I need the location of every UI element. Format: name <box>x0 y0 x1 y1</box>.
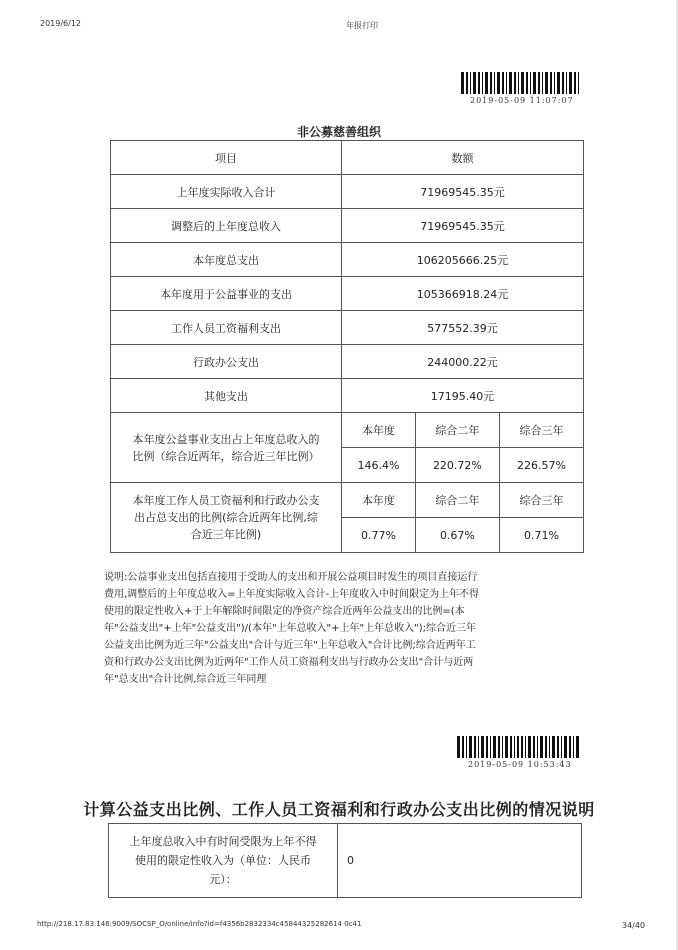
barcode-bar <box>466 736 467 758</box>
row-value: 577552.39元 <box>342 311 584 345</box>
print-date: 2019/6/12 <box>40 19 82 28</box>
barcode-bar <box>457 736 460 758</box>
barcode-bar <box>533 736 535 758</box>
barcode-bar <box>478 736 479 758</box>
table-row <box>109 824 582 898</box>
col-header-current-year: 本年度 <box>342 483 416 518</box>
row-value: 71969545.35元 <box>342 209 584 243</box>
row-value: 106205666.25元 <box>342 243 584 277</box>
table-row <box>111 379 584 413</box>
barcode-bar <box>509 72 512 94</box>
barcode-bar <box>514 72 516 94</box>
barcode-bar <box>542 72 543 94</box>
ratio-label-staff-admin <box>111 483 342 553</box>
barcode-bar <box>569 72 572 94</box>
barcode-bar <box>562 72 564 94</box>
barcode-bar <box>482 72 483 94</box>
row-label: 其他支出 <box>111 379 342 413</box>
barcode-bar <box>578 72 579 94</box>
barcode-bar <box>538 72 540 94</box>
barcode-bar <box>521 72 524 94</box>
restricted-income-table <box>108 823 582 898</box>
col-header-three-year: 综合三年 <box>499 413 583 448</box>
barcode-bar <box>574 72 576 94</box>
row-value: 105366918.24元 <box>342 277 584 311</box>
barcode-bar <box>533 72 536 94</box>
barcode-bar <box>554 72 555 94</box>
ratio-value-current-year: 0.77% <box>342 518 416 553</box>
barcode-bar <box>561 736 562 758</box>
note-line: 使用的限定性收入+于上年解除时间限定的净资产综合近两年公益支出的比例=(本 <box>104 606 465 617</box>
barcode-bar <box>526 72 528 94</box>
section-title: 非公募慈善组织 <box>296 125 381 139</box>
row-value: 17195.40元 <box>342 379 584 413</box>
barcode-bar <box>552 736 555 758</box>
barcode-bar <box>461 72 464 94</box>
explanation-note <box>104 569 592 688</box>
barcode-bar <box>550 72 552 94</box>
barcode-bar <box>545 72 548 94</box>
ratio-header-row <box>111 413 584 448</box>
barcode-bar <box>498 736 500 758</box>
note-line: 资和行政办公支出比例为近两年"工作人员工资福利支出与行政办公支出"合计与近两 <box>104 657 474 668</box>
row-value: 71969545.35元 <box>342 175 584 209</box>
barcode-top <box>461 72 581 94</box>
barcode-bar <box>545 736 547 758</box>
barcode-bar <box>576 736 579 758</box>
ratio-label-line: 本年度工作人员工资福利和行政办公支 <box>132 494 320 507</box>
barcode-bar <box>466 72 468 94</box>
ratio-label-line: 本年度公益事业支出占上年度总收入的 <box>132 432 320 446</box>
ratio-value-two-year: 0.67% <box>415 518 499 553</box>
ratio-header-row <box>111 483 584 518</box>
barcode-bottom-timestamp: 2019-05-09 10:53:43 <box>468 760 572 769</box>
explanation-heading: 计算公益支出比例、工作人员工资福利和行政办公支出比例的情况说明 <box>83 800 595 819</box>
barcode-bar <box>510 736 512 758</box>
print-title: 年报打印 <box>346 21 378 30</box>
table-row <box>111 175 584 209</box>
table-row <box>111 345 584 379</box>
barcode-bar <box>502 72 504 94</box>
barcode-top-timestamp: 2019-05-09 11:07:07 <box>470 96 574 105</box>
ratio-label-line: 出占总支出的比例(综合近两年比例,综 <box>134 511 318 524</box>
barcode-bar <box>530 72 531 94</box>
barcode-bar <box>549 736 550 758</box>
barcode-bar <box>569 736 571 758</box>
col-header-current-year: 本年度 <box>342 413 416 448</box>
barcode-bar <box>514 736 515 758</box>
row-label: 本年度总支出 <box>111 243 342 277</box>
ratio-value-current-year: 146.4% <box>342 448 416 483</box>
ratio-label-line: 合近三年比例) <box>190 528 262 541</box>
row-label: 工作人员工资福利支出 <box>111 311 342 345</box>
row-label: 调整后的上年度总收入 <box>111 209 342 243</box>
note-line: 年"总支出"合计比例,综合近三年同理 <box>104 674 267 685</box>
barcode-bar <box>469 736 472 758</box>
restricted-income-value: 0 <box>338 824 582 898</box>
ratio-value-two-year: 220.72% <box>415 448 499 483</box>
label-line: 使用的限定性收入为（单位：人民币 <box>135 854 311 867</box>
note-line: 说明:公益事业支出包括直接用于受助人的支出和开展公益项目时发生的项目直接运行 <box>104 572 478 583</box>
barcode-bar <box>494 72 495 94</box>
row-label: 行政办公支出 <box>111 345 342 379</box>
barcode-bar <box>493 736 496 758</box>
barcode-bar <box>525 736 526 758</box>
barcode-bar <box>474 736 476 758</box>
barcode-bar <box>566 72 567 94</box>
footer-url: http://218.17.83.146:9009/SOCSP_O/online/info?id=f4356b2832334c45844325282614 0c41 <box>37 920 362 928</box>
barcode-bar <box>505 736 508 758</box>
col-header-three-year: 综合三年 <box>499 483 583 518</box>
barcode-bar <box>557 72 560 94</box>
barcode-bar <box>485 72 488 94</box>
barcode-bar <box>462 736 464 758</box>
barcode-bar <box>518 72 519 94</box>
barcode-bar <box>517 736 520 758</box>
header-item: 项目 <box>111 141 342 175</box>
note-line: 年"公益支出"+上年"公益支出")/(本年"上年总收入"+上年"上年总收入");综合近三年 <box>104 623 476 634</box>
table-row <box>111 311 584 345</box>
ratio-label-line: 比例（综合近两年，综合近三年比例） <box>132 449 320 463</box>
label-line: 上年度总收入中有时间受限为上年不得 <box>129 835 317 848</box>
barcode-bar <box>470 72 471 94</box>
barcode-bar <box>486 736 488 758</box>
row-value: 244000.22元 <box>342 345 584 379</box>
barcode-bar <box>573 736 574 758</box>
table-row <box>111 243 584 277</box>
barcode-bar <box>564 736 567 758</box>
label-line: 元）： <box>209 873 237 886</box>
barcode-bar <box>481 736 484 758</box>
ratio-value-three-year: 0.71% <box>499 518 583 553</box>
barcode-bar <box>473 72 476 94</box>
barcode-bar <box>490 72 492 94</box>
barcode-bar <box>490 736 491 758</box>
barcode-bar <box>540 736 543 758</box>
barcode-bar <box>502 736 503 758</box>
barcode-bar <box>506 72 507 94</box>
page-number: 34/40 <box>622 921 646 930</box>
note-line: 公益支出比例为近三年"公益支出"合计与近三年"上年总收入"合计比例;综合近两年工 <box>104 640 476 651</box>
restricted-income-label <box>109 824 338 898</box>
barcode-bar <box>528 736 531 758</box>
row-label: 上年度实际收入合计 <box>111 175 342 209</box>
finance-table <box>110 140 584 553</box>
barcode-bar <box>521 736 523 758</box>
note-line: 费用,调整后的上年度总收入=上年度实际收入合计-上年度收入中时间限定为上年不得 <box>104 589 480 600</box>
barcode-bar <box>478 72 480 94</box>
row-label: 本年度用于公益事业的支出 <box>111 277 342 311</box>
barcode-bar <box>537 736 538 758</box>
ratio-label-public-welfare <box>111 413 342 483</box>
barcode-bar <box>497 72 500 94</box>
barcode-bar <box>557 736 559 758</box>
col-header-two-year: 综合二年 <box>415 483 499 518</box>
table-header-row <box>111 141 584 175</box>
ratio-value-three-year: 226.57% <box>499 448 583 483</box>
header-value: 数额 <box>342 141 584 175</box>
col-header-two-year: 综合二年 <box>415 413 499 448</box>
table-row <box>111 209 584 243</box>
table-row <box>111 277 584 311</box>
barcode-bottom <box>457 736 581 758</box>
